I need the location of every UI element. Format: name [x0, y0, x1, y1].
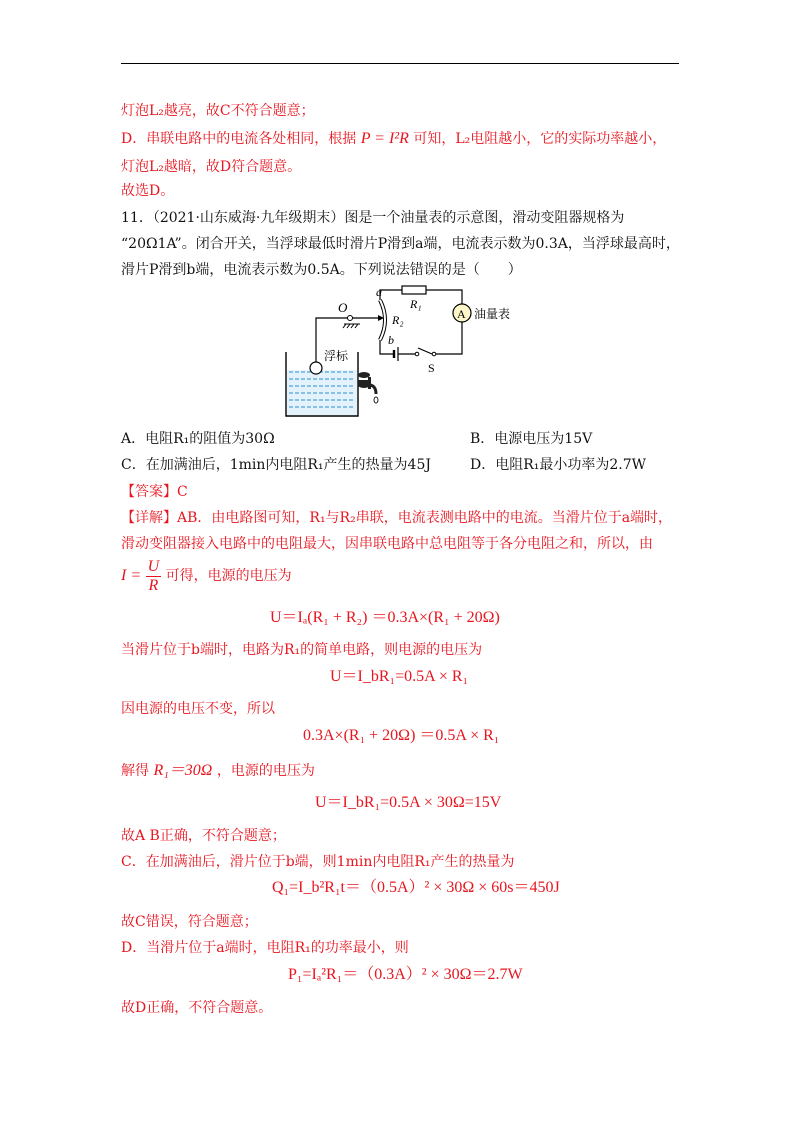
end-b-label: b [388, 333, 394, 347]
cont-line-4: 故选D。 [121, 183, 175, 199]
solution-line-10: D．当滑片位于a端时，电阻R₁的功率最小，则 [121, 940, 409, 956]
end-a-label: a [376, 285, 382, 299]
r2-label: R₂ [392, 313, 404, 327]
option-b: B．电源电压为15V [470, 431, 593, 447]
cont-line-1: 灯泡L₂越亮，故C不符合题意； [121, 103, 315, 119]
cont-line-2 [121, 129, 666, 149]
header-rule [121, 63, 679, 64]
faucet-icon [358, 372, 378, 403]
pivot-label: O [338, 300, 348, 315]
option-c: C．在加满油后，1min内电阻R₁产生的热量为45J [121, 457, 431, 473]
fraction-denominator: R [148, 576, 159, 594]
solution-line-2: 滑动变阻器接入电路中的电阻最大，因串联电路中总电阻等于各分电阻之和，所以，由 [121, 536, 653, 552]
r1-label: R₁ [410, 297, 422, 311]
ohm-law-fraction [146, 558, 162, 595]
fraction-numerator: U [147, 557, 160, 575]
answer-line: 【答案】C [121, 484, 188, 500]
pivot-point [348, 316, 353, 321]
solution-line-3-text: 可得，电源的电压为 [165, 568, 292, 584]
equation-1: U＝Iₐ(R₁ + R₂) ＝0.3A×(R₁ + 20Ω) [270, 609, 500, 626]
solution-line-11: 故D正确，不符合题意。 [121, 1000, 273, 1016]
resistor-r1 [402, 286, 426, 294]
float-label: 浮标 [324, 349, 349, 363]
cont-line-3: 灯泡L₂越暗，故D符合题意。 [121, 159, 302, 175]
equation-6: P₁=Iₐ²R₁＝（0.3A）² × 30Ω＝2.7W [288, 966, 523, 983]
switch-label: S [428, 361, 435, 375]
solution-line-7: 故A B正确，不符合题意； [121, 828, 286, 844]
equation-4: U＝I_bR₁=0.5A × 30Ω=15V [315, 794, 502, 811]
equation-5: Q₁=I_b²R₁t＝（0.5A）² × 30Ω × 60s＝450J [272, 879, 560, 896]
solution-line-6a: 解得 [121, 763, 149, 779]
cont-line-2a: D．串联电路中的电流各处相同，根据 [121, 131, 357, 147]
oil-meter-label: 油量表 [474, 307, 511, 321]
solution-line-6b: ，电源的电压为 [216, 763, 315, 779]
cont-line-2b: 可知，L₂电阻越小，它的实际功率越小， [413, 131, 667, 147]
question-line-2: “20Ω1A”。闭合开关，当浮球最低时滑片P滑到a端，电流表示数为0.3A，当浮球最高时， [121, 236, 680, 252]
battery [394, 347, 398, 361]
solution-line-3 [121, 556, 292, 596]
question-line-1: 11．（2021·山东威海·九年级期末）图是一个油量表的示意图，滑动变阻器规格为 [121, 210, 625, 226]
equation-3: 0.3A×(R₁ + 20Ω) ＝0.5A × R₁ [303, 727, 500, 744]
solution-line-5: 因电源的电压不变，所以 [121, 701, 275, 717]
float-ball [310, 362, 322, 374]
switch-s [418, 348, 432, 354]
ohm-law-lhs: I = [121, 567, 142, 584]
question-line-3: 滑片P滑到b端，电流表示数为0.5A。下列说法错误的是（ ） [121, 262, 522, 278]
option-a: A．电阻R₁的阻值为30Ω [121, 431, 275, 447]
solution-line-6 [121, 761, 315, 781]
oil-gauge-circuit-figure [280, 282, 512, 420]
equation-2: U＝I_bR₁=0.5A × R₁ [330, 668, 469, 685]
solution-line-4: 当滑片位于b端时，电路为R₁的简单电路，则电源的电压为 [121, 642, 483, 658]
ammeter-label: A [457, 307, 466, 321]
r1-result: R₁＝30Ω [153, 762, 213, 779]
option-d: D．电阻R₁最小功率为2.7W [470, 457, 647, 473]
solution-line-9: 故C错误，符合题意； [121, 914, 258, 930]
solution-line-8: C．在加满油后，滑片位于b端，则1min内电阻R₁产生的热量为 [121, 854, 515, 870]
solution-line-1: 【详解】AB．由电路图可知，R₁与R₂串联，电流表测电路中的电流。当滑片位于a端时， [121, 510, 673, 526]
power-formula: P = I²R [360, 130, 409, 147]
